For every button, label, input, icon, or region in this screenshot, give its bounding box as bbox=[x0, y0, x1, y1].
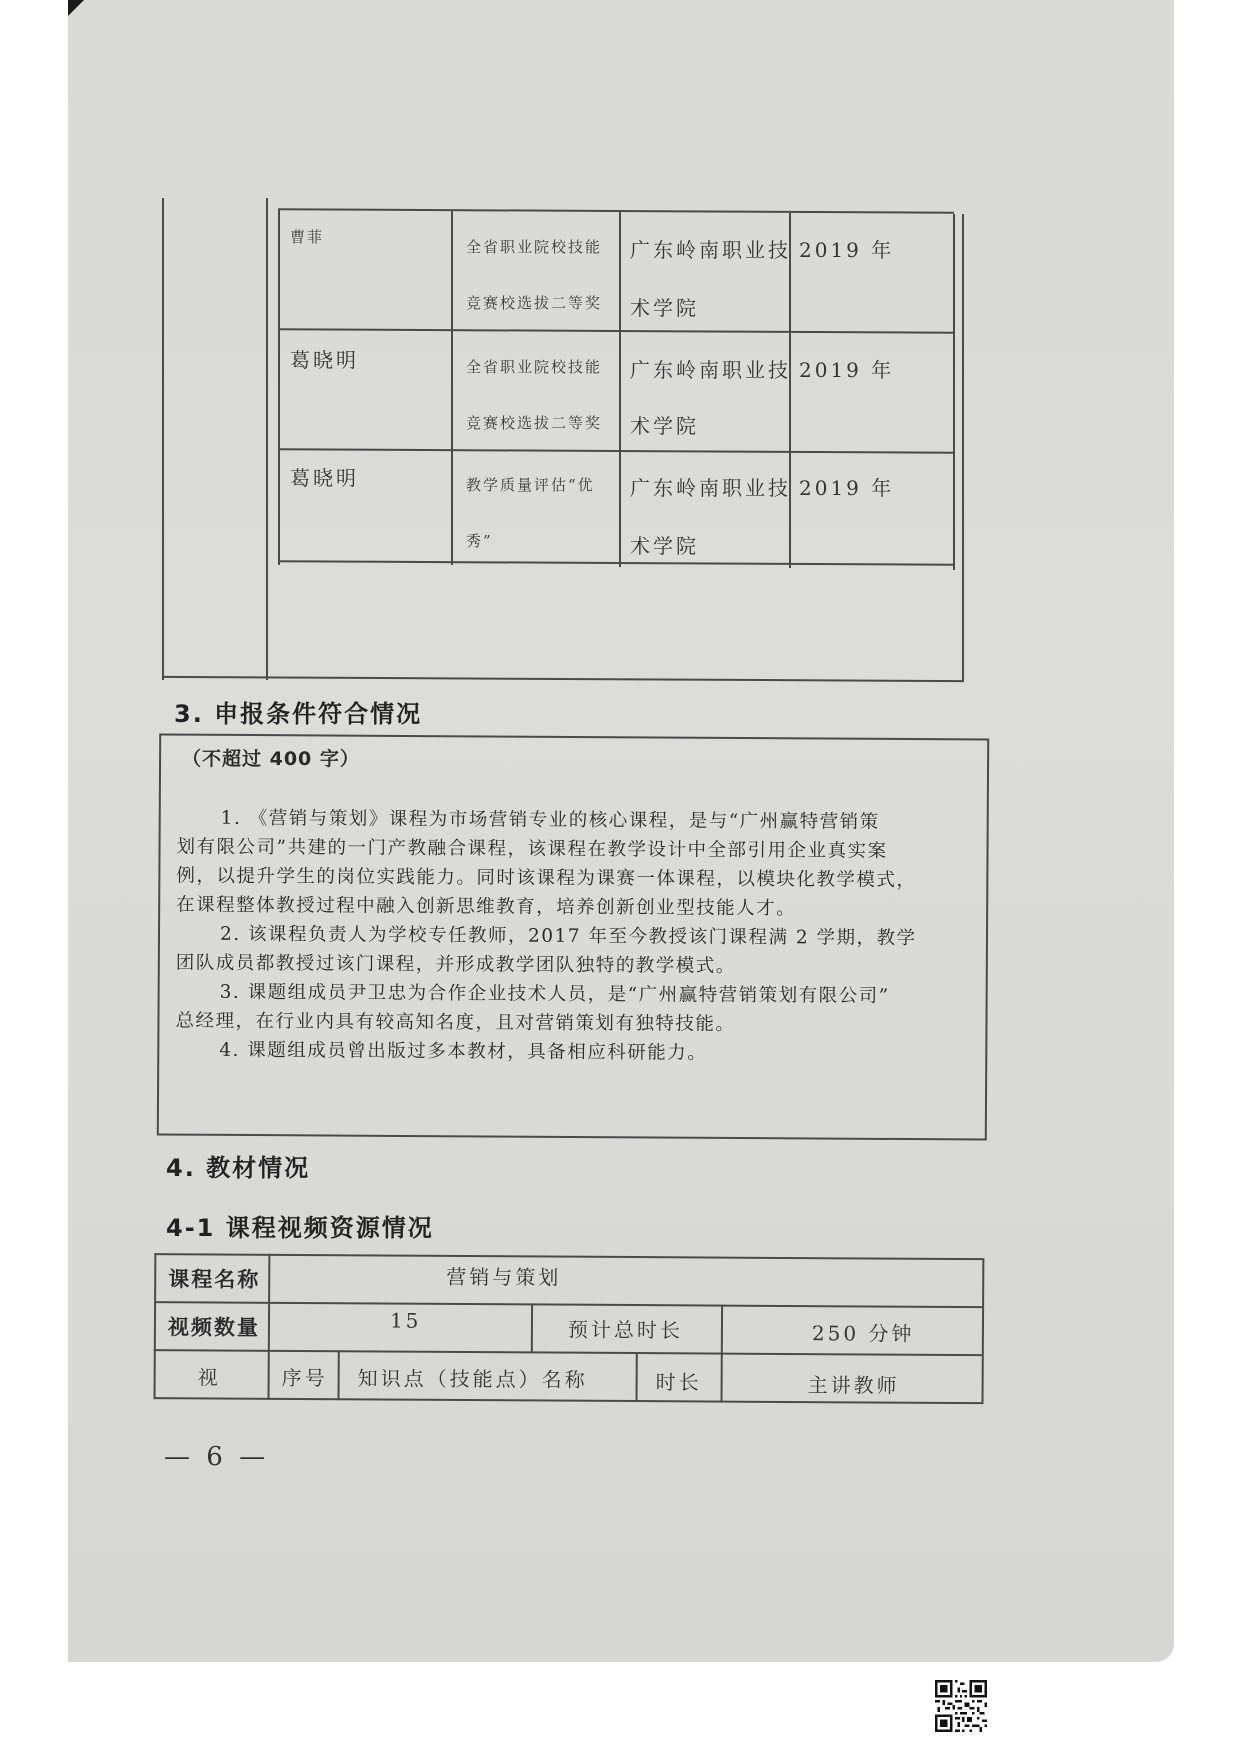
award-row-award: 全省职业院校技能 bbox=[466, 238, 603, 256]
section3-line: 3. 课题组成员尹卫忠为合作企业技术人员，是“广州赢特营销策划有限公司” bbox=[219, 981, 890, 1007]
section3-line: 总经理，在行业内具有较高知名度，且对营销策划有独特技能。 bbox=[175, 1010, 736, 1035]
col-knowledge-header: 知识点（技能点）名称 bbox=[357, 1366, 588, 1392]
section3-heading: 3. 申报条件符合情况 bbox=[174, 700, 423, 728]
section3-line: 1. 《营销与策划》课程为市场营销专业的核心课程，是与“广州赢特营销策 bbox=[220, 807, 880, 833]
award-row-award: 全省职业院校技能 bbox=[466, 358, 603, 376]
col-video-header: 视 bbox=[197, 1365, 221, 1390]
col-teacher-header: 主讲教师 bbox=[807, 1373, 900, 1398]
award-row-award: 竞赛校选拔二等奖 bbox=[466, 294, 603, 312]
section4-subheading: 4-1 课程视频资源情况 bbox=[166, 1214, 434, 1242]
video-count-label: 视频数量 bbox=[167, 1315, 261, 1340]
section3-line: 划有限公司”共建的一门产教融合课程，该课程在教学设计中全部引用企业真实案 bbox=[176, 836, 888, 862]
course-name-label: 课程名称 bbox=[168, 1267, 261, 1292]
award-row-name: 葛晓明 bbox=[290, 348, 359, 372]
award-row-award: 教学质量评估“优 bbox=[466, 476, 595, 494]
award-row-name: 曹菲 bbox=[290, 228, 325, 246]
course-name-value: 营销与策划 bbox=[446, 1264, 562, 1290]
video-resource-table bbox=[68, 0, 1174, 1662]
award-row-award: 竞赛校选拔二等奖 bbox=[466, 414, 603, 432]
award-row-year: 2019 年 bbox=[799, 358, 895, 382]
total-duration-value: 250 分钟 bbox=[811, 1321, 915, 1346]
award-row-award: 秀” bbox=[466, 532, 493, 550]
section3-line: 在课程整体教授过程中融入创新思维教育，培养创新创业型技能人才。 bbox=[176, 894, 797, 920]
section3-line: 4. 课题组成员曾出版过多本教材，具备相应科研能力。 bbox=[219, 1039, 708, 1064]
col-duration-header: 时长 bbox=[655, 1370, 702, 1395]
award-row-year: 2019 年 bbox=[799, 476, 895, 500]
award-row-name: 葛晓明 bbox=[290, 466, 359, 490]
award-row-org: 广东岭南职业技 bbox=[630, 238, 791, 262]
section3-note: （不超过 400 字） bbox=[182, 748, 360, 770]
award-row-org: 术学院 bbox=[630, 414, 699, 438]
award-row-org: 广东岭南职业技 bbox=[630, 476, 791, 500]
section3-line: 团队成员都教授过该门课程，并形成教学团队独特的教学模式。 bbox=[175, 952, 736, 977]
qr-code-icon bbox=[935, 1680, 987, 1732]
total-duration-label: 预计总时长 bbox=[567, 1317, 684, 1343]
section4-heading: 4. 教材情况 bbox=[166, 1154, 311, 1182]
award-row-year: 2019 年 bbox=[799, 238, 895, 262]
section3-line: 例，以提升学生的岗位实践能力。同时该课程为课赛一体课程，以模块化教学模式， bbox=[176, 865, 917, 892]
award-row-org: 广东岭南职业技 bbox=[630, 358, 791, 382]
award-row-org: 术学院 bbox=[630, 296, 699, 320]
award-row-org: 术学院 bbox=[630, 534, 699, 558]
document-photo bbox=[68, 0, 1174, 1662]
page-number: — 6 — bbox=[164, 1442, 270, 1472]
section3-line: 2. 该课程负责人为学校专任教师，2017 年至今教授该门课程满 2 学期，教学 bbox=[219, 923, 917, 950]
video-count-value: 15 bbox=[389, 1308, 422, 1333]
col-no-header: 序号 bbox=[281, 1365, 328, 1391]
